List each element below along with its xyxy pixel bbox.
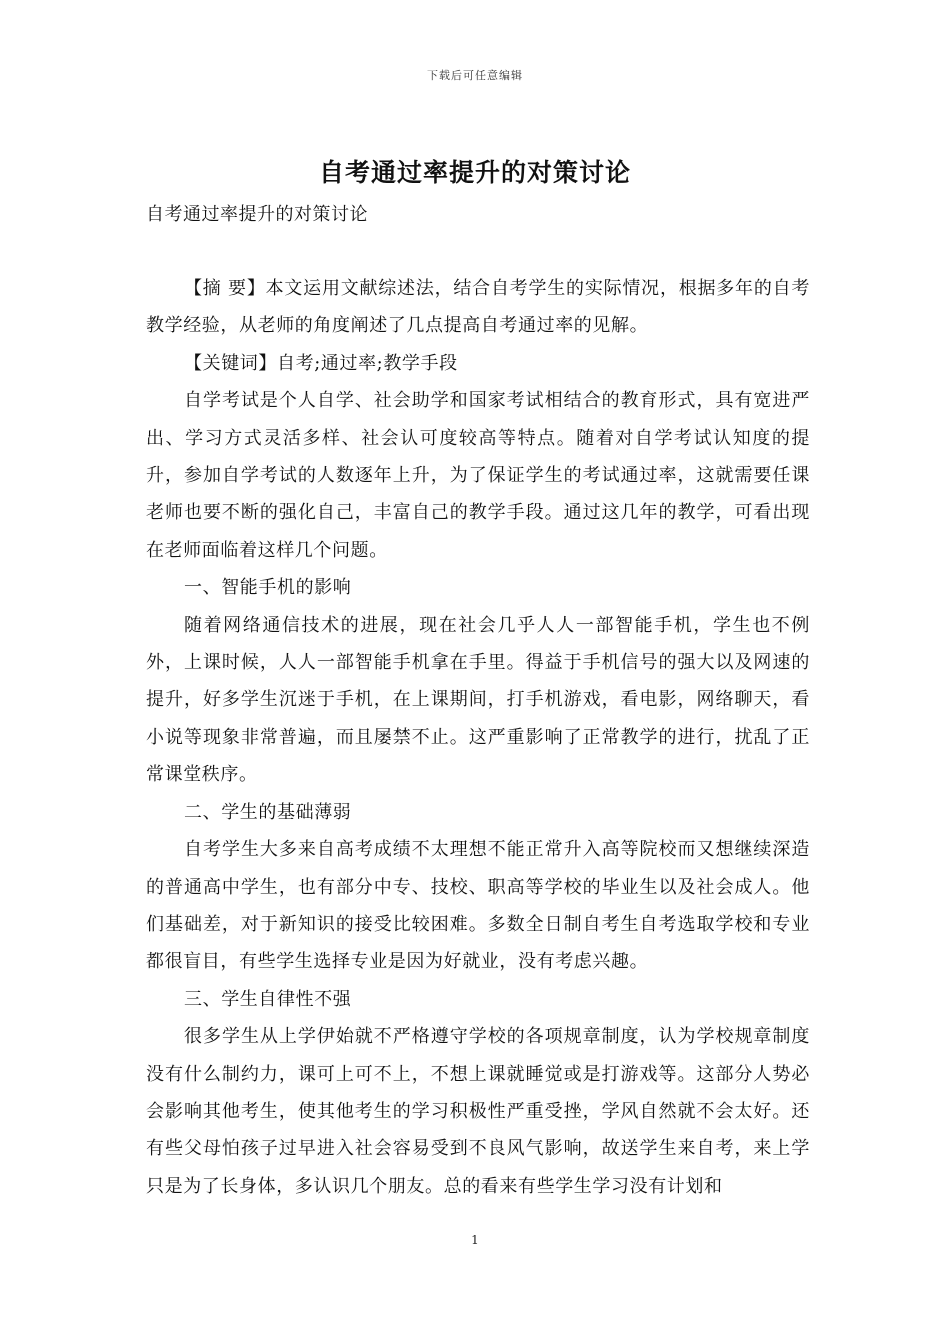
section-heading: 二、学生的基础薄弱 [184,801,352,823]
abstract-paragraph: 【摘 要】本文运用文献综述法，结合自考学生的实际情况，根据多年的自考教学经验，从老师的角度阐述了几点提高自考通过率的见解。 [146,278,810,337]
section-heading: 一、智能手机的影响 [184,577,352,599]
document-subtitle: 自考通过率提升的对策讨论 [146,204,368,225]
section-paragraph: 很多学生从上学伊始就不严格遵守学校的各项规章制度，认为学校规章制度没有什么制约力，课可上可不上，不想上课就睡觉或是打游戏等。这部分人势必会影响其他考生，使其他考生的学习积极性严重受挫，学风自然就不会太好。还有些父母怕孩子过早进入社会容易受到不良风气影响，故送学生来自考，来上学只是为了长身体，多认识几个朋友。总的看来有些学生学习没有计划和 [146,1026,810,1197]
keywords-paragraph: 【关键词】自考;通过率;教学手段 [184,352,458,374]
header-note: 下载后可任意编辑 [427,69,523,82]
page-number: 1 [471,1233,479,1247]
document-title: 自考通过率提升的对策讨论 [318,158,631,187]
intro-paragraph: 自学考试是个人自学、社会助学和国家考试相结合的教育形式，具有宽进严出、学习方式灵活多样、社会认可度较高等特点。随着对自学考试认知度的提升，参加自学考试的人数逐年上升，为了保证学生的考试通过率，这就需要任课老师也要不断的强化自己，丰富自己的教学手段。通过这几年的教学，可看出现在老师面临着这样几个问题。 [146,390,810,561]
section-heading: 三、学生自律性不强 [184,988,352,1010]
document-body [146,270,810,1205]
section-paragraph: 随着网络通信技术的进展，现在社会几乎人人一部智能手机，学生也不例外，上课时候，人人一部智能手机拿在手里。得益于手机信号的强大以及网速的提升，好多学生沉迷于手机，在上课期间，打手机游戏，看电影，网络聊天，看小说等现象非常普遍，而且屡禁不止。这严重影响了正常教学的进行，扰乱了正常课堂秩序。 [146,614,810,786]
section-paragraph: 自考学生大多来自高考成绩不太理想不能正常升入高等院校而又想继续深造的普通高中学生，也有部分中专、技校、职高等学校的毕业生以及社会成人。他们基础差，对于新知识的接受比较困难。多数全日制自考生自考选取学校和专业都很盲目，有些学生选择专业是因为好就业，没有考虑兴趣。 [146,839,810,973]
